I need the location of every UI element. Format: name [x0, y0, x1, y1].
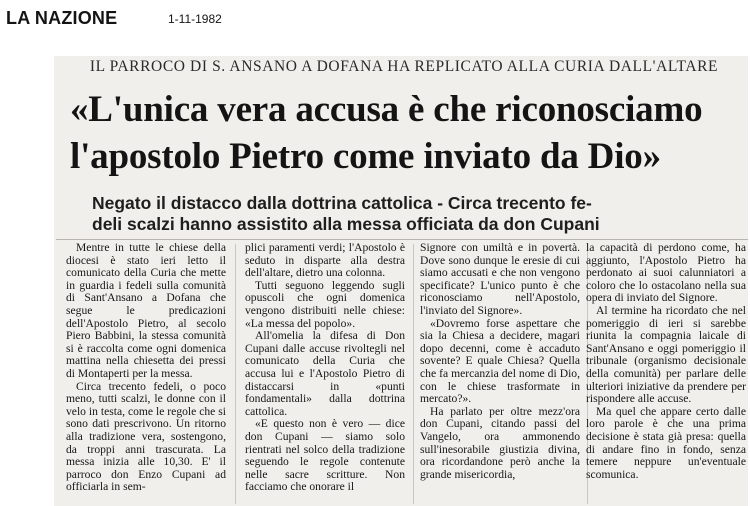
paragraph: Mentre in tutte le chiese della diocesi è stato ieri letto il comunicato della Curia che mette in guardia i fedeli sulla comunità di Sant'Ansano a Dofana che segue le predicazioni dell'Apostolo Pietro, al secolo Piero Babbini, la stessa comunità si è raccolta come ogni domenica mattina nella chiesetta dei pressi di Montaperti per la messa.: [66, 242, 226, 380]
paragraph: Al termine ha ricordato che nel pomeriggio di ieri si sarebbe riunita la compagnia laicale di Sant'Ansano e oggi pomeriggio il tribunale (organismo decisionale della comunità) per parlare delle ulteriori iniziative da prendere per rispondere alle accuse.: [586, 303, 746, 406]
paragraph: All'omelia la difesa di Don Cupani dalle accuse rivoltegli nel comunicato della Curia che accusa lui e l'Apostolo Pietro di distaccarsi in «punti fondamentali» dalla dottrina cattolica.: [245, 329, 405, 418]
article-column-1: [66, 242, 226, 506]
paragraph: «Dovremo forse aspettare che sia la Chiesa a decidere, magari dopo decenni, come è accaduto sovente? E quale Chiesa? Quella che fa mercanzia del nome di Dio, con le chiese trasformate in mercato?».: [420, 316, 580, 406]
publication-date: 1-11-1982: [168, 12, 222, 26]
column-separator: [413, 244, 414, 504]
headline-line-2: l'apostolo Pietro come inviato da Dio»: [70, 136, 661, 177]
paragraph: la capacità di perdono come, ha aggiunto, l'Apostolo Pietro ha perdonato ai suoi calunniatori a coloro che lo ostacolano nella sua opera di inviato del Signore.: [586, 242, 746, 305]
subheadline-line-2: deli scalzi hanno assistito alla messa officiata da don Cupani: [92, 214, 600, 234]
paragraph: plici paramenti verdi; l'Apostolo è seduto in disparte alla destra dell'altare, dietro una colonna.: [245, 242, 405, 280]
headline-divider: [56, 239, 748, 240]
paragraph: Ha parlato per oltre mezz'ora don Cupani, citando passi del Vangelo, ora ammonendo sull'inesorabile giustizia divina, ora ricordandone però anche la grande misericordia,: [420, 404, 580, 481]
paragraph: Circa trecento fedeli, o poco meno, tutti scalzi, le donne con il velo in testa, come le regole che si sono dati prescrivono. Un ritorno alla tradizione vera, sostengono, da troppi anni trascurata. La messa inizia alle 10,30. E' il parroco don Enzo Cupani ad officiarla in sem-: [66, 379, 226, 494]
article-column-4: [586, 242, 746, 506]
headline-line-1: «L'unica vera accusa è che riconosciamo: [70, 89, 703, 130]
article-subheadline: [92, 193, 742, 235]
paragraph: Signore con umiltà e in povertà. Dove sono dunque le eresie di cui siamo accusati e che non vengono specificate? L'unico punto è che riconosciamo nell'Apostolo, l'inviato del Signore».: [420, 242, 580, 317]
paragraph: Ma quel che appare certo dalle loro parole è che una prima decisione è stata già presa: quella di andare fino in fondo, senza temere neppure un'eventuale scomunica.: [586, 404, 746, 481]
column-separator: [235, 244, 236, 504]
paragraph: «E questo non è vero — dice don Cupani — siamo solo rientrati nel solco della tradizione seguendo le regole contenute nelle sacre scritture. Non facciamo che onorare il: [245, 417, 405, 494]
article-column-2: [245, 242, 405, 506]
article-headline: [70, 86, 750, 180]
article-kicker: IL PARROCO DI S. ANSANO A DOFANA HA REPLICATO ALLA CURIA DALL'ALTARE: [89, 58, 719, 75]
newspaper-masthead: LA NAZIONE: [6, 8, 118, 28]
article-column-3: [420, 242, 580, 506]
paragraph: Tutti seguono leggendo sugli opuscoli che ogni domenica vengono distribuiti nelle chiese: «La messa del popolo».: [245, 278, 405, 330]
subheadline-line-1: Negato il distacco dalla dottrina cattolica - Circa trecento fe-: [92, 193, 592, 213]
